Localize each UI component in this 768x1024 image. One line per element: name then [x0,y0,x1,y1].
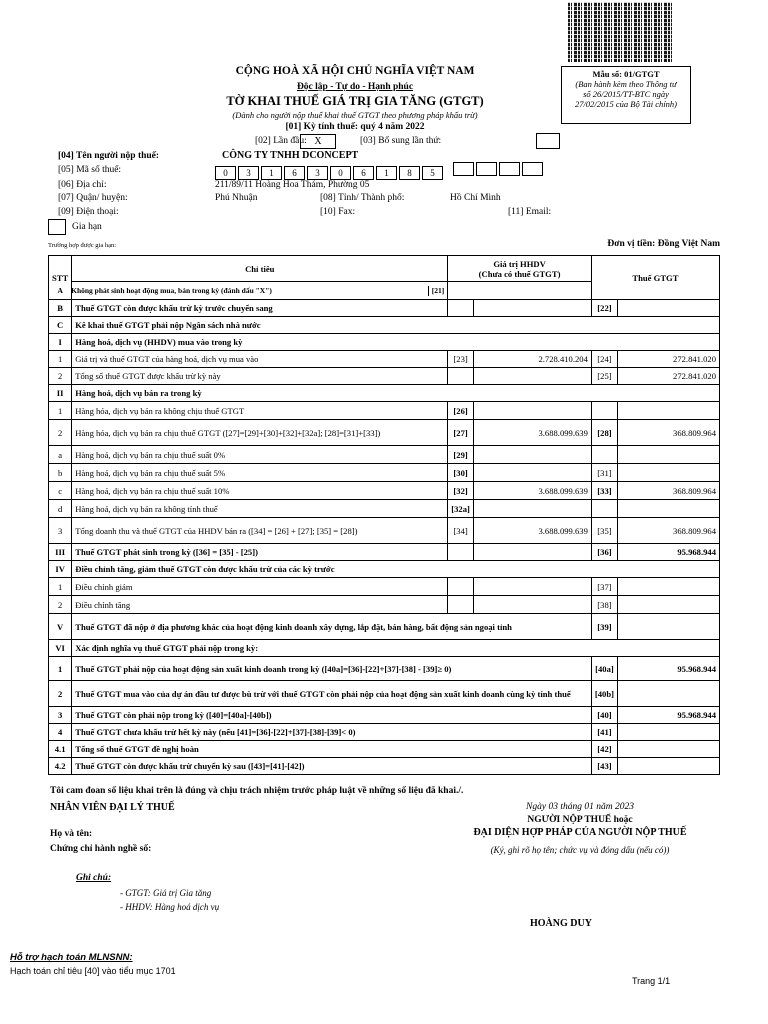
table-row [49,758,720,775]
table-row [49,518,720,544]
table-row [49,368,720,385]
row-stt: b [49,464,72,482]
tax-code-digit: 1 [376,166,397,180]
row-a-blank [448,282,592,300]
row-stt: 3 [49,707,72,724]
row-stt: 2 [49,420,72,446]
signer-name: HOÀNG DUY [530,918,592,929]
row-value-1 [473,464,591,482]
row-item: Hàng hoá, dịch vụ bán ra trong kỳ [72,385,720,402]
note-2: - HHDV: Hàng hoá dịch vụ [120,902,220,912]
row-code-2: [25] [591,368,617,385]
row-stt: 2 [49,596,72,614]
table-row [49,544,720,561]
name-label: Họ và tên: [50,829,93,839]
row-code-1: [27] [448,420,474,446]
note-title: Ghi chú: [76,873,112,883]
table-row [49,500,720,518]
table-row [49,300,720,317]
row-code-2: [22] [591,300,617,317]
row-code-1 [448,596,474,614]
row-code-2: [40b] [591,681,617,707]
row-value-2 [618,614,720,640]
tax-period: [01] Kỳ tính thuế: quý 4 năm 2022 [285,122,425,132]
table-row [49,724,720,741]
row-code-2: [35] [591,518,617,544]
district: Phú Nhuận [215,193,258,203]
row-stt: 2 [49,368,72,385]
note-1: - GTGT: Giá trị Gia tăng [120,888,212,898]
row-value-2 [618,446,720,464]
row-item: Điều chỉnh tăng, giảm thuế GTGT còn được khấu trừ của các kỳ trước [72,561,720,578]
row-code-2: [40a] [591,657,617,681]
row-code-2: [40] [591,707,617,724]
row-code-2: [28] [591,420,617,446]
row-code-2: [41] [591,724,617,741]
tax-code-digit: 3 [307,166,328,180]
tax-code-digit: 0 [330,166,351,180]
row-item: Thuế GTGT còn được khấu trừ chuyển kỳ sau ([43]=[41]-[42]) [72,758,592,775]
support-title: Hỗ trợ hạch toán MLNSNN: [10,952,133,963]
page-title: TỜ KHAI THUẾ GIÁ TRỊ GIA TĂNG (GTGT) [226,94,484,108]
row-stt: a [49,446,72,464]
row-item: Hàng hoá, dịch vụ bán ra chịu thuế suất 5% [72,464,448,482]
nation-title: CỘNG HOÀ XÃ HỘI CHỦ NGHĨA VIỆT NAM [235,65,475,77]
col-value-line1: Giá trị HHDV [493,258,546,269]
form-number: Mẫu số: 01/GTGT [592,69,660,79]
support-text: Hạch toán chỉ tiêu [40] vào tiểu mục 1701 [10,966,176,976]
row-code-1 [448,368,474,385]
row-code-2 [591,446,617,464]
tax-code-digit: 0 [215,166,236,180]
row-value-2: 95.968.944 [618,544,720,561]
row-value-1: 3.688.099.639 [473,482,591,500]
table-row [49,334,720,351]
row-code-2: [36] [591,544,617,561]
table-row [49,482,720,500]
row-value-2: 272.841.020 [618,351,720,368]
table-row [49,317,720,334]
table-row [49,640,720,657]
district-label: [07] Quận/ huyện: [58,193,128,203]
taxpayer-name: CÔNG TY TNHH DCONCEPT [222,150,359,161]
row-value-2: 95.968.944 [618,707,720,724]
row-value-1: 3.688.099.639 [473,518,591,544]
row-value-2 [618,578,720,596]
phone-label: [09] Điện thoại: [58,207,119,217]
row-code-2: [33] [591,482,617,500]
form-ref-3: 27/02/2015 của Bộ Tài chính) [575,99,677,109]
province: Hồ Chí Minh [450,193,501,203]
row-code-2: [39] [591,614,617,640]
col-vat: Thuế GTGT [591,256,719,300]
col-value [448,256,592,282]
row-code-1: [32a] [448,500,474,518]
row-code-1: [29] [448,446,474,464]
table-row [49,596,720,614]
row-stt: 3 [49,518,72,544]
row-value-2 [618,402,720,420]
row-code-1: [32] [448,482,474,500]
page-number: Trang 1/1 [632,976,671,986]
row-item: Thuế GTGT còn được khấu trừ kỳ trước chuyển sang [72,300,448,317]
row-stt: II [49,385,72,402]
row-code-1: [30] [448,464,474,482]
row-value-1 [473,596,591,614]
row-a-cell [57,282,448,300]
form-ref-2: số 26/2015/TT-BTC ngày [583,89,669,99]
commitment: Tôi cam đoan số liệu khai trên là đúng và chịu trách nhiệm trước pháp luật về những số liệu đã khai./. [50,786,464,796]
tax-code-label: [05] Mã số thuế: [58,165,122,175]
row-item: Điều chỉnh giảm [72,578,448,596]
taxpayer-name-label: [04] Tên người nộp thuế: [58,151,160,161]
row-item: Hàng hoá, dịch vụ bán ra chịu thuế suất 0% [72,446,448,464]
sign-hint: (Ký, ghi rõ họ tên; chức vụ và đóng dấu (nếu có)) [490,845,670,855]
row-value-2 [618,500,720,518]
row-value-2: 95.968.944 [618,657,720,681]
province-label: [08] Tỉnh/ Thành phố: [320,193,405,203]
subtitle: (Dành cho người nộp thuế khai thuế GTGT theo phương pháp khấu trừ) [232,110,478,120]
barcode-image [568,2,674,62]
col-item: Chỉ tiêu [72,256,448,282]
row-code-1 [448,300,474,317]
row-stt: C [49,317,72,334]
row-item: Thuế GTGT phải nộp của hoạt động sản xuất kinh doanh trong kỳ ([40a]=[36]-[22]+[37]-[38] - [39]≥ 0) [72,657,592,681]
row-item: Giá trị và thuế GTGT của hàng hoá, dịch vụ mua vào [72,351,448,368]
agent-title: NHÂN VIÊN ĐẠI LÝ THUẾ [50,802,175,813]
row-code-1 [448,544,474,561]
row-stt: 1 [49,578,72,596]
row-value-2: 368.809.964 [618,420,720,446]
row-stt: 4.1 [49,741,72,758]
tax-code-digit: 6 [284,166,305,180]
table-row [49,681,720,707]
tax-code-boxes [215,162,545,180]
cert-label: Chứng chỉ hành nghề số: [50,844,152,854]
table-row [49,561,720,578]
row-item: Điều chỉnh tăng [72,596,448,614]
row-item: Tổng doanh thu và thuế GTGT của HHDV bán ra ([34] = [26] + [27]; [35] = [28]) [72,518,448,544]
supplement-label: [03] Bổ sung lần thứ: [360,136,442,146]
motto: Độc lập - Tự do - Hạnh phúc [296,82,414,92]
row-value-1 [473,368,591,385]
row-stt: III [49,544,72,561]
row-code-2: [24] [591,351,617,368]
row-item: Hàng hoá, dịch vụ bán ra không tính thuế [72,500,448,518]
tax-code-digit: 3 [238,166,259,180]
row-value-2 [618,724,720,741]
row-stt: 1 [49,351,72,368]
row-value-2 [618,464,720,482]
row-stt: 1 [49,402,72,420]
row-value-1: 2.728.410.204 [473,351,591,368]
row-value-2 [618,300,720,317]
tax-code-digit: 5 [422,166,443,180]
row-item: Thuế GTGT chưa khấu trừ hết kỳ này (nếu [41]=[36]-[22]+[37]-[38]-[39]< 0) [72,724,592,741]
first-time-box[interactable]: X [300,134,336,149]
row-stt: B [49,300,72,317]
row-code-2 [591,402,617,420]
row-item: Hàng hóa, dịch vụ bán ra không chịu thuế GTGT [72,402,448,420]
payer-title-2: ĐẠI DIỆN HỢP PHÁP CỦA NGƯỜI NỘP THUẾ [473,827,687,838]
row-code-1: [23] [448,351,474,368]
table-row [49,464,720,482]
table-row [49,351,720,368]
row-item: Tổng số thuế GTGT đề nghị hoàn [72,741,592,758]
sign-date: Ngày 03 tháng 01 năm 2023 [526,802,634,812]
table-row [49,385,720,402]
row-item: Xác định nghĩa vụ thuế GTGT phải nộp trong kỳ: [72,640,720,657]
table-row [49,420,720,446]
row-a-code: [21] [428,286,445,296]
row-stt: 1 [49,657,72,681]
row-stt: 4 [49,724,72,741]
supplement-box[interactable] [536,133,560,149]
row-stt: I [49,334,72,351]
table-row [49,578,720,596]
row-value-2 [618,681,720,707]
row-item: Thuế GTGT đã nộp ở địa phương khác của hoạt động kinh doanh xây dựng, lắp đặt, bán hàng, bất động sản ngoại tỉnh [72,614,592,640]
row-value-1 [473,578,591,596]
row-stt: 2 [49,681,72,707]
row-stt: c [49,482,72,500]
row-item: Tổng số thuế GTGT được khấu trừ kỳ này [72,368,448,385]
row-value-1 [473,544,591,561]
tax-code-digit [476,162,497,176]
row-code-2: [37] [591,578,617,596]
extension-checkbox[interactable] [48,219,66,235]
row-value-2: 368.809.964 [618,518,720,544]
row-item: Thuế GTGT phát sinh trong kỳ ([36] = [35] - [25]) [72,544,448,561]
table-row [49,446,720,464]
row-stt: 4.2 [49,758,72,775]
row-code-1: [34] [448,518,474,544]
row-value-1: 3.688.099.639 [473,420,591,446]
form-number-box [561,66,691,124]
row-item: Hàng hoá, dịch vụ bán ra chịu thuế suất 10% [72,482,448,500]
col-stt: STT [49,256,72,300]
row-code-1: [26] [448,402,474,420]
col-value-line2: (Chưa có thuế GTGT) [478,268,561,279]
table-row [49,614,720,640]
tax-code-digit [499,162,520,176]
row-item: Thuế GTGT còn phải nộp trong kỳ ([40]=[40a]-[40b]) [72,707,592,724]
row-code-2: [31] [591,464,617,482]
row-a-stt: A [57,285,63,295]
row-value-2 [618,596,720,614]
fax-label: [10] Fax: [320,207,356,217]
form-ref-1: (Ban hành kèm theo Thông tư [575,79,677,89]
row-value-1 [473,500,591,518]
row-code-2: [43] [591,758,617,775]
row-value-2: 368.809.964 [618,482,720,500]
address-label: [06] Địa chỉ: [58,180,107,190]
row-a-text: Không phát sinh hoạt động mua, bán trong kỳ (đánh dấu "X") [71,285,272,295]
tax-code-digit: 1 [261,166,282,180]
tax-code-digit [453,162,474,176]
row-item: Thuế GTGT mua vào của dự án đầu tư được bù trừ với thuế GTGT còn phải nộp của hoạt động sản xuất kinh doanh cùng kỳ tính thuế [72,681,592,707]
currency-unit: Đơn vị tiền: Đồng Việt Nam [607,239,720,249]
row-code-1 [448,578,474,596]
row-code-2: [42] [591,741,617,758]
extension-label: Gia hạn [72,222,102,232]
address: 211/89/11 Hoàng Hoa Thám, Phường 05 [215,180,370,190]
row-item: Hàng hoá, dịch vụ (HHDV) mua vào trong kỳ [72,334,720,351]
table-row [49,657,720,681]
row-code-2: [38] [591,596,617,614]
row-item: Hàng hóa, dịch vụ bán ra chịu thuế GTGT ([27]=[29]+[30]+[32]+[32a]; [28]=[31]+[33]) [72,420,448,446]
email-label: [11] Email: [508,207,552,217]
tax-code-digit: 8 [399,166,420,180]
table-row [49,741,720,758]
row-value-1 [473,446,591,464]
row-code-2 [591,500,617,518]
row-value-2 [618,758,720,775]
declaration-table [48,255,720,775]
row-value-1 [473,402,591,420]
row-stt: IV [49,561,72,578]
table-row [49,707,720,724]
row-item: Kê khai thuế GTGT phải nộp Ngân sách nhà nước [72,317,720,334]
table-row [49,402,720,420]
first-time-label: [02] Lần đầu: [255,136,307,146]
tax-code-digit [522,162,543,176]
row-stt: d [49,500,72,518]
row-stt: VI [49,640,72,657]
extension-case: Trường hợp được gia hạn: [48,242,117,249]
payer-title-1: NGƯỜI NỘP THUẾ hoặc [527,815,633,825]
row-value-2 [618,741,720,758]
row-value-2: 272.841.020 [618,368,720,385]
row-stt: V [49,614,72,640]
tax-code-digit: 6 [353,166,374,180]
row-value-1 [473,300,591,317]
